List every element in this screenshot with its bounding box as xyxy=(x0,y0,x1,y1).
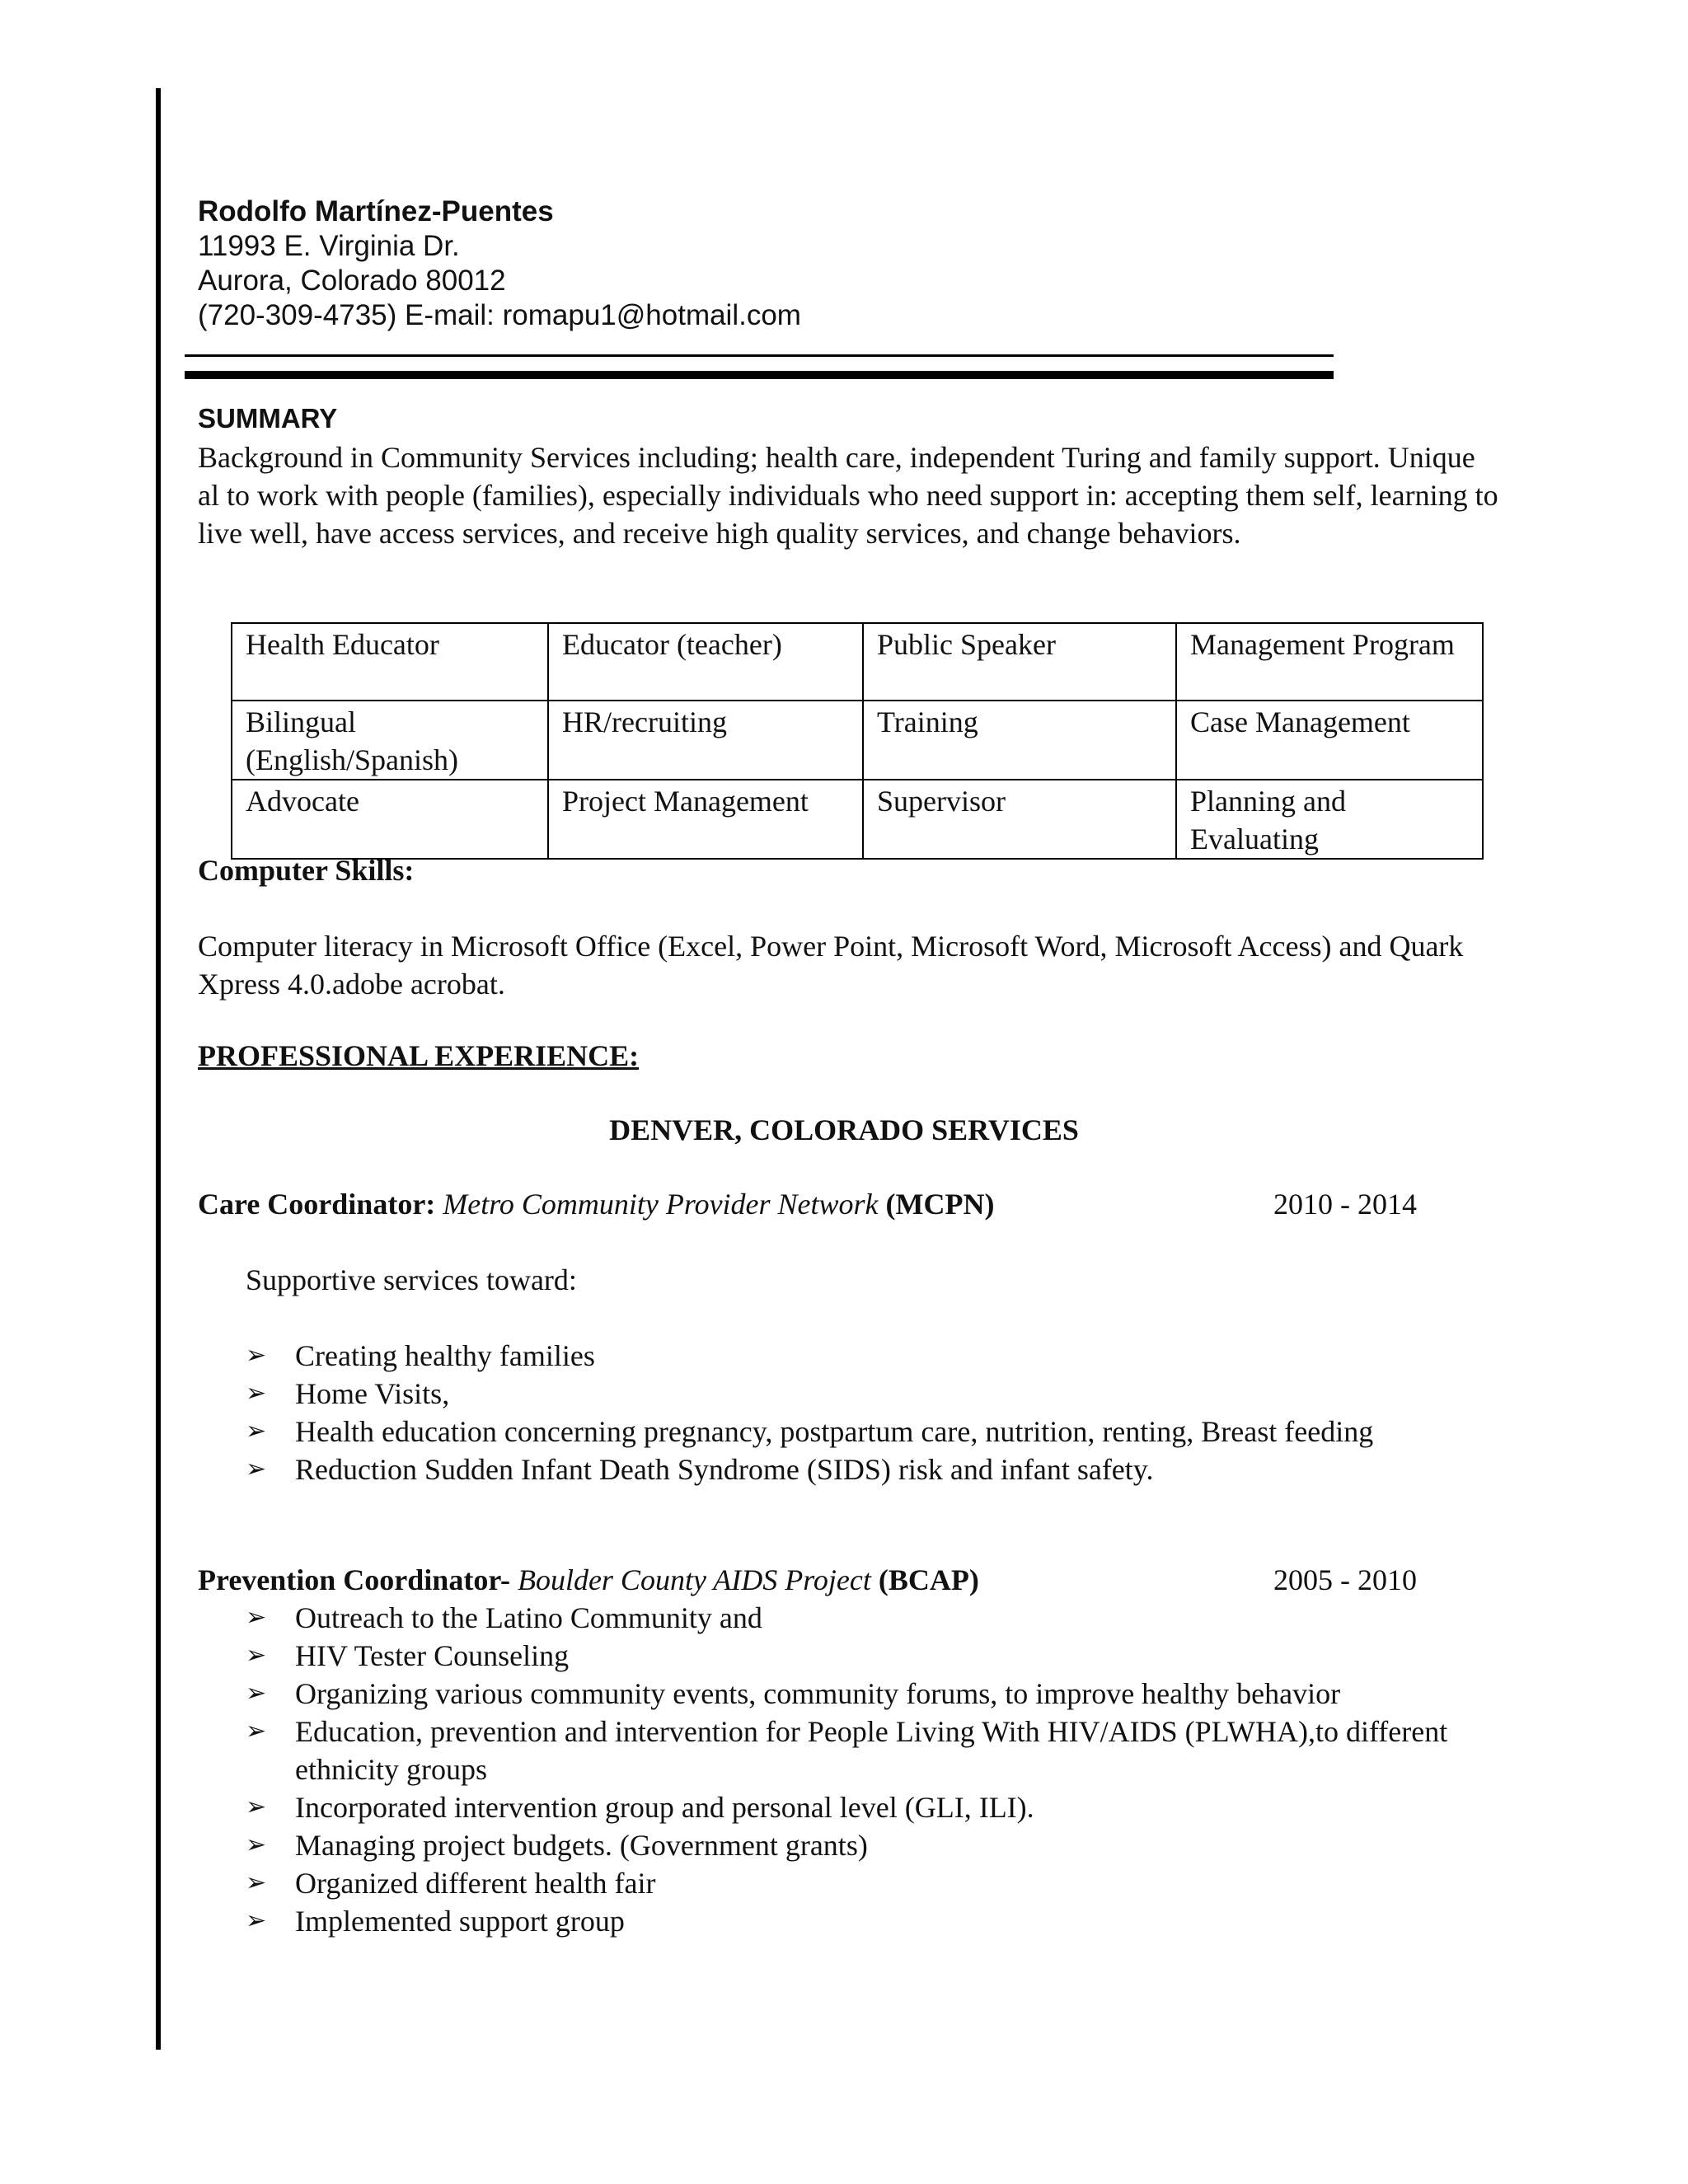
table-cell: Management Program xyxy=(1176,623,1483,701)
list-item-text: Organized different health fair xyxy=(295,1867,656,1900)
arrow-bullet-icon: ➢ xyxy=(246,1830,267,1859)
table-cell: Supervisor xyxy=(863,780,1176,859)
list-item-text: Home Visits, xyxy=(295,1377,450,1410)
arrow-bullet-icon: ➢ xyxy=(246,1906,267,1935)
computer-skills-text: Computer literacy in Microsoft Office (Excel, Power Point, Microsoft Word, Microsoft Access) and Quark Xpress 4.0.adobe acrobat. xyxy=(198,930,1464,1001)
list-item xyxy=(246,1826,1482,1864)
list-item-text: Reduction Sudden Infant Death Syndrome (SIDS) risk and infant safety. xyxy=(295,1453,1154,1486)
job-title: Care Coordinator: xyxy=(198,1188,436,1221)
job-organization: Boulder County AIDS Project xyxy=(517,1563,871,1596)
list-item xyxy=(246,1451,1482,1488)
job-organization-abbr: (MCPN) xyxy=(885,1188,995,1221)
table-cell: Training xyxy=(863,701,1176,780)
header-rule-thin xyxy=(185,354,1334,357)
job-organization-abbr: (BCAP) xyxy=(878,1563,979,1596)
left-margin-rule xyxy=(156,88,161,2050)
table-cell: Public Speaker xyxy=(863,623,1176,701)
list-item-text: Creating healthy families xyxy=(295,1339,595,1372)
list-item xyxy=(246,1788,1482,1826)
arrow-bullet-icon: ➢ xyxy=(246,1417,267,1446)
table-cell: Health Educator xyxy=(232,623,548,701)
table-cell: HR/recruiting xyxy=(548,701,863,780)
arrow-bullet-icon: ➢ xyxy=(246,1641,267,1670)
skills-table xyxy=(231,622,1484,860)
job-title-line xyxy=(198,1563,979,1597)
experience-heading: PROFESSIONAL EXPERIENCE: xyxy=(198,1039,640,1072)
computer-skills-heading: Computer Skills: xyxy=(198,854,415,887)
job-title: Prevention Coordinator- xyxy=(198,1563,510,1596)
list-item-text: Education, prevention and intervention for People Living With HIV/AIDS (PLWHA),to different ethnicity groups xyxy=(295,1715,1448,1786)
list-item-text: Implemented support group xyxy=(295,1905,625,1938)
list-item-text: Outreach to the Latino Community and xyxy=(295,1601,762,1634)
list-item xyxy=(246,1713,1482,1788)
job-organization: Metro Community Provider Network xyxy=(443,1188,879,1221)
contact-block xyxy=(198,194,801,333)
list-item-text: HIV Tester Counseling xyxy=(295,1639,570,1672)
table-cell: Planning and Evaluating xyxy=(1176,780,1483,859)
arrow-bullet-icon: ➢ xyxy=(246,1603,267,1632)
table-cell: Advocate xyxy=(232,780,548,859)
summary-heading: SUMMARY xyxy=(198,403,338,434)
list-item xyxy=(246,1375,1482,1413)
list-item xyxy=(246,1599,1482,1637)
arrow-bullet-icon: ➢ xyxy=(246,1868,267,1897)
address-line-2: Aurora, Colorado 80012 xyxy=(198,265,506,297)
applicant-name: Rodolfo Martínez-Puentes xyxy=(198,195,554,227)
summary-text: Background in Community Services including; health care, independent Turing and family support. Unique al to work with people (families), especially individuals who need support in: accepting them self, learning to live well, have access services, and receive high quality services, and change behaviors. xyxy=(198,441,1498,550)
region-heading: DENVER, COLORADO SERVICES xyxy=(609,1113,1079,1146)
job-years: 2005 - 2010 xyxy=(1273,1563,1417,1596)
table-cell: Bilingual (English/Spanish) xyxy=(232,701,548,780)
phone-email: (720-309-4735) E-mail: romapu1@hotmail.com xyxy=(198,299,801,331)
arrow-bullet-icon: ➢ xyxy=(246,1679,267,1708)
table-row xyxy=(232,623,1483,701)
list-item-text: Organizing various community events, community forums, to improve healthy behavior xyxy=(295,1677,1341,1710)
table-cell: Case Management xyxy=(1176,701,1483,780)
list-item xyxy=(246,1337,1482,1375)
header-rule-thick xyxy=(185,371,1334,379)
list-item xyxy=(246,1902,1482,1940)
arrow-bullet-icon: ➢ xyxy=(246,1455,267,1483)
list-item xyxy=(246,1637,1482,1675)
list-item xyxy=(246,1675,1482,1713)
table-cell: Educator (teacher) xyxy=(548,623,863,701)
job-intro: Supportive services toward: xyxy=(246,1263,577,1296)
arrow-bullet-icon: ➢ xyxy=(246,1793,267,1821)
job-years: 2010 - 2014 xyxy=(1273,1188,1417,1221)
address-line-1: 11993 E. Virginia Dr. xyxy=(198,230,460,262)
job-bullet-list xyxy=(246,1337,1482,1488)
table-row xyxy=(232,701,1483,780)
list-item-text: Incorporated intervention group and personal level (GLI, ILI). xyxy=(295,1791,1034,1824)
arrow-bullet-icon: ➢ xyxy=(246,1717,267,1746)
arrow-bullet-icon: ➢ xyxy=(246,1379,267,1408)
arrow-bullet-icon: ➢ xyxy=(246,1341,267,1370)
job-title-line xyxy=(198,1187,995,1221)
list-item-text: Health education concerning pregnancy, postpartum care, nutrition, renting, Breast feeding xyxy=(295,1415,1374,1448)
table-row xyxy=(232,780,1483,859)
list-item xyxy=(246,1864,1482,1902)
list-item-text: Managing project budgets. (Government grants) xyxy=(295,1829,868,1862)
table-cell: Project Management xyxy=(548,780,863,859)
list-item xyxy=(246,1413,1482,1451)
job-bullet-list xyxy=(246,1599,1482,1940)
